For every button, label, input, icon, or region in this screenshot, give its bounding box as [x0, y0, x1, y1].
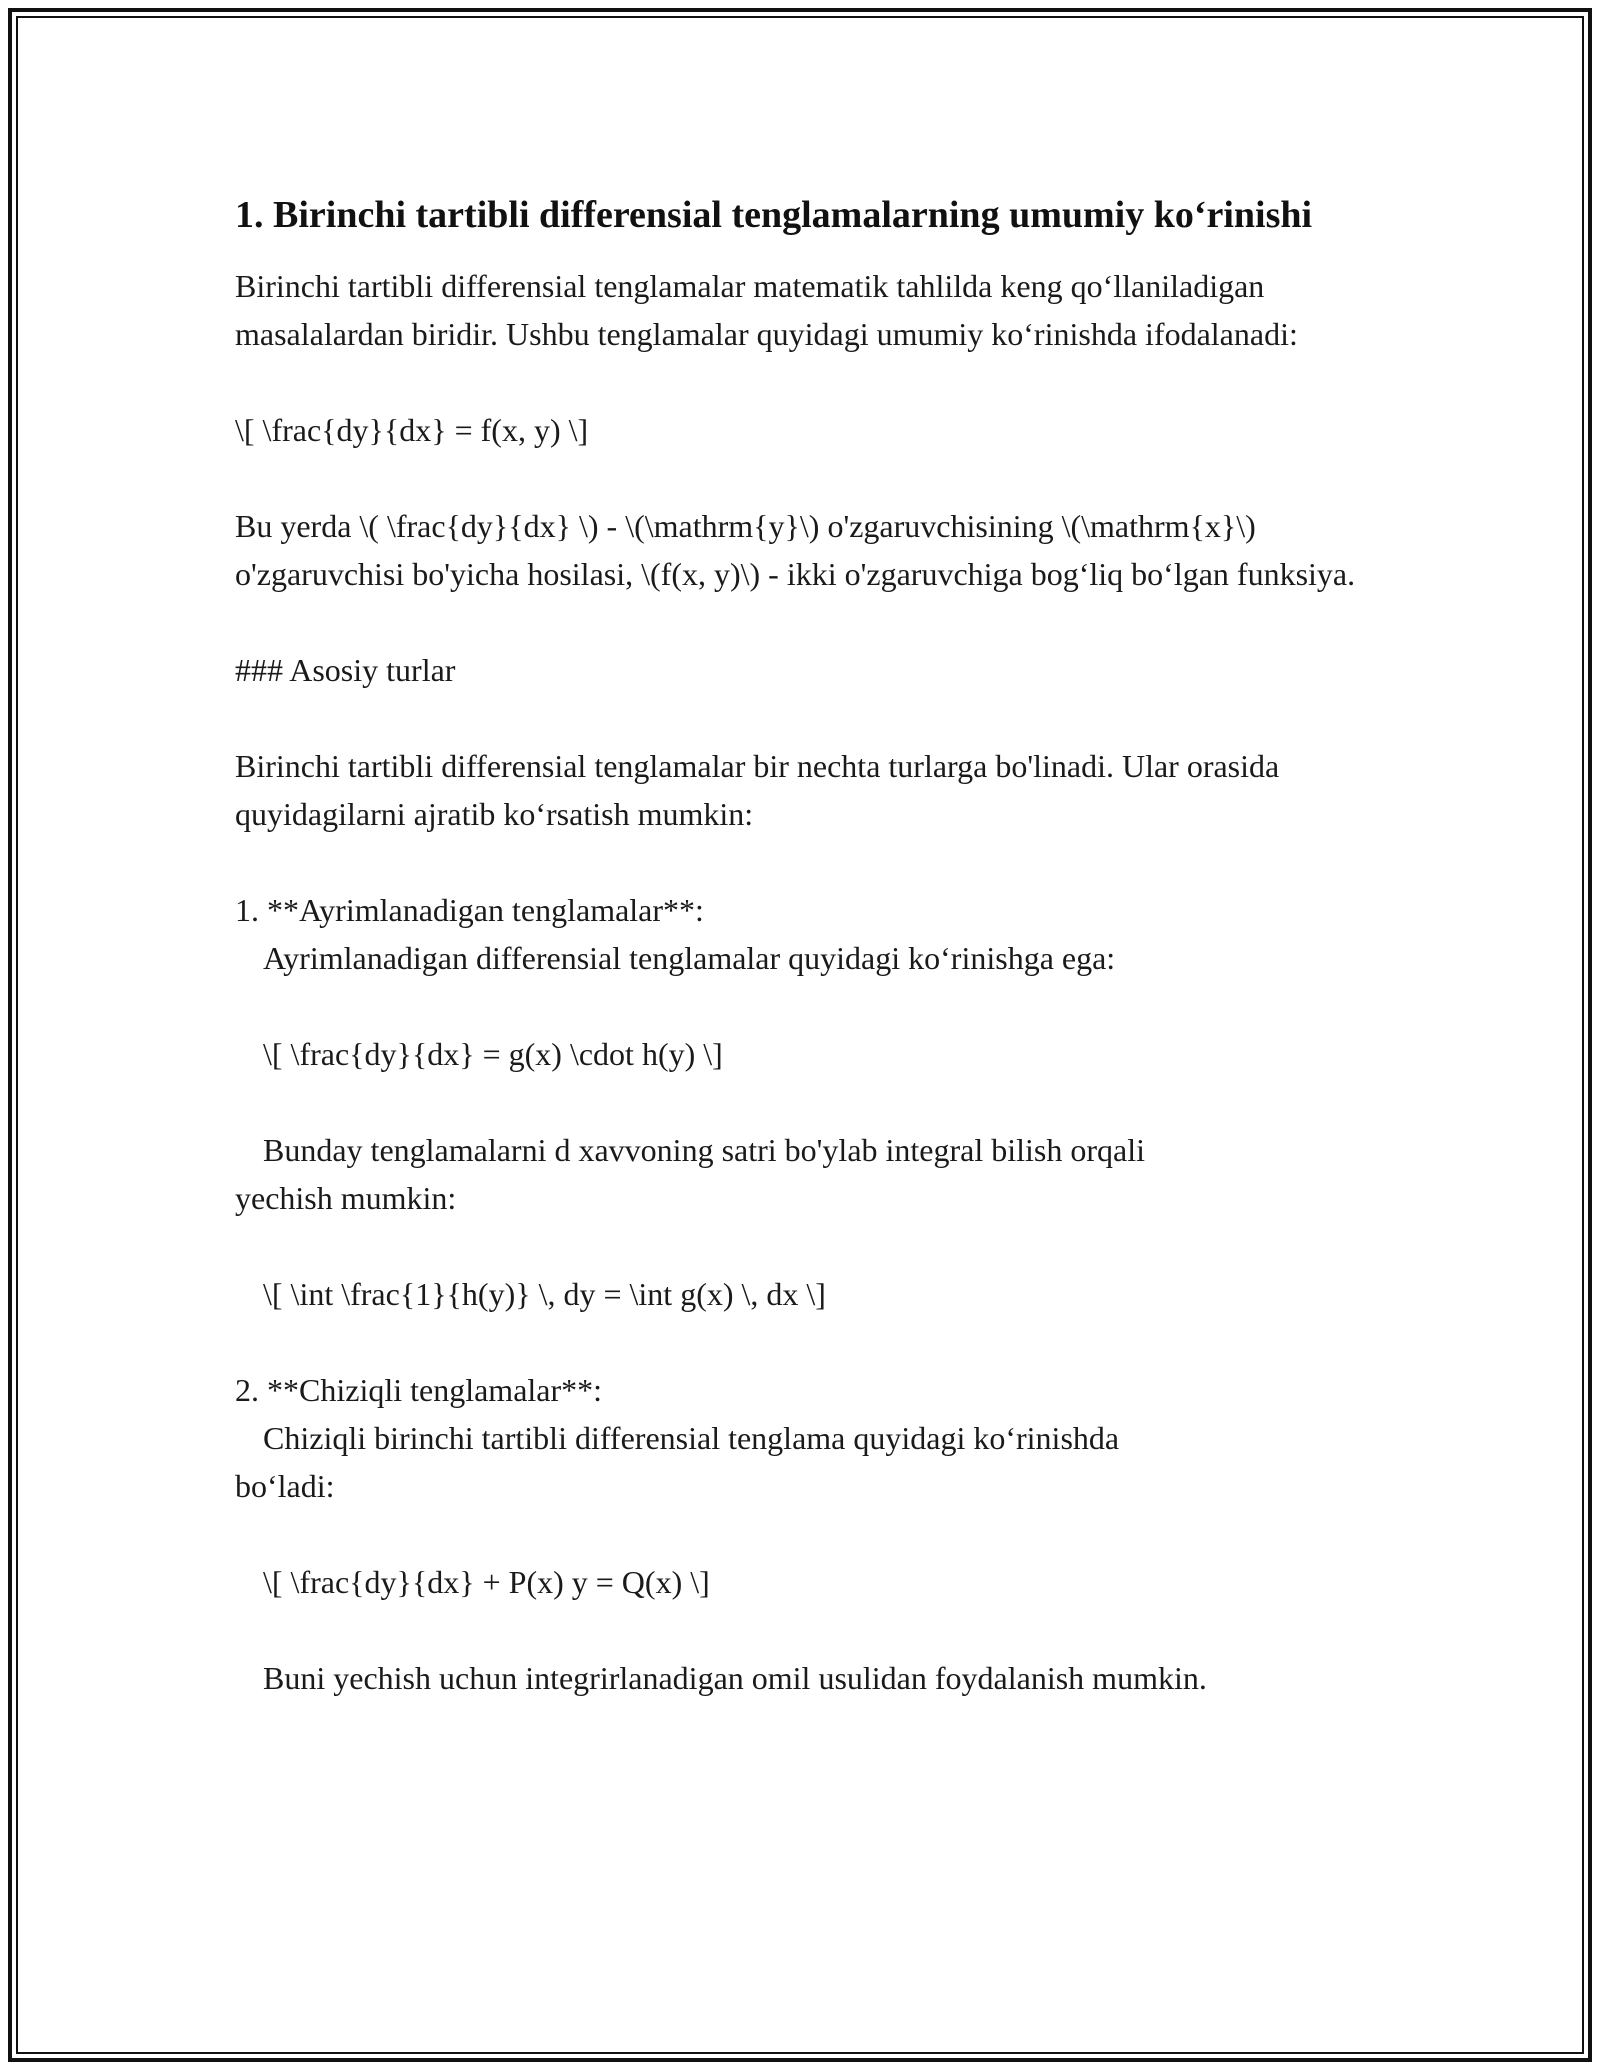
general-equation: \[ \frac{dy}{dx} = f(x, y) \] [235, 412, 589, 448]
item1-integral-equation: \[ \int \frac{1}{h(y)} \, dy = \int g(x) \, dx \] [263, 1276, 826, 1312]
document-body [235, 188, 1365, 1750]
item1-equation: \[ \frac{dy}{dx} = g(x) \cdot h(y) \] [263, 1036, 723, 1072]
types-intro-paragraph: Birinchi tartibli differensial tenglamalar bir nechta turlarga bo'linadi. Ular orasida quyidagilarni ajratib ko‘rsatish mumkin: [235, 748, 1288, 832]
intro-paragraph: Birinchi tartibli differensial tenglamalar matematik tahlilda keng qo‘llaniladigan masalalardan biridir. Ushbu tenglamalar quyidagi umumiy ko‘rinishda ifodalanadi: [235, 268, 1298, 352]
subheading-asosiy-turlar: ### Asosiy turlar [235, 652, 456, 688]
item2-title: 2. **Chiziqli tenglamalar**: [235, 1372, 603, 1408]
item2-description-line2: bo‘ladi: [235, 1468, 335, 1504]
item1-method-line1: Bunday tenglamalarni d xavvoning satri bo'ylab integral bilish orqali [263, 1132, 1146, 1168]
explanation-paragraph: Bu yerda \( \frac{dy}{dx} \) - \(\mathrm{y}\) o'zgaruvchisining \(\mathrm{x}\) o'zgaruvchisi bo'yicha hosilasi, \(f(x, y)\) - ikki o'zgaruvchiga bog‘liq bo‘lgan funksiya. [235, 508, 1356, 592]
item1-description: Ayrimlanadigan differensial tenglamalar quyidagi ko‘rinishga ega: [263, 940, 1116, 976]
item2-method: Buni yechish uchun integrirlanadigan omil usulidan foydalanish mumkin. [263, 1660, 1207, 1696]
item2-description-line1: Chiziqli birinchi tartibli differensial tenglama quyidagi ko‘rinishda [263, 1420, 1120, 1456]
item1-title: 1. **Ayrimlanadigan tenglamalar**: [235, 892, 704, 928]
item1-method-line2: yechish mumkin: [235, 1180, 457, 1216]
item2-equation: \[ \frac{dy}{dx} + P(x) y = Q(x) \] [263, 1564, 710, 1600]
section-heading: 1. Birinchi tartibli differensial tenglamalarning umumiy ko‘rinishi [235, 194, 1313, 236]
